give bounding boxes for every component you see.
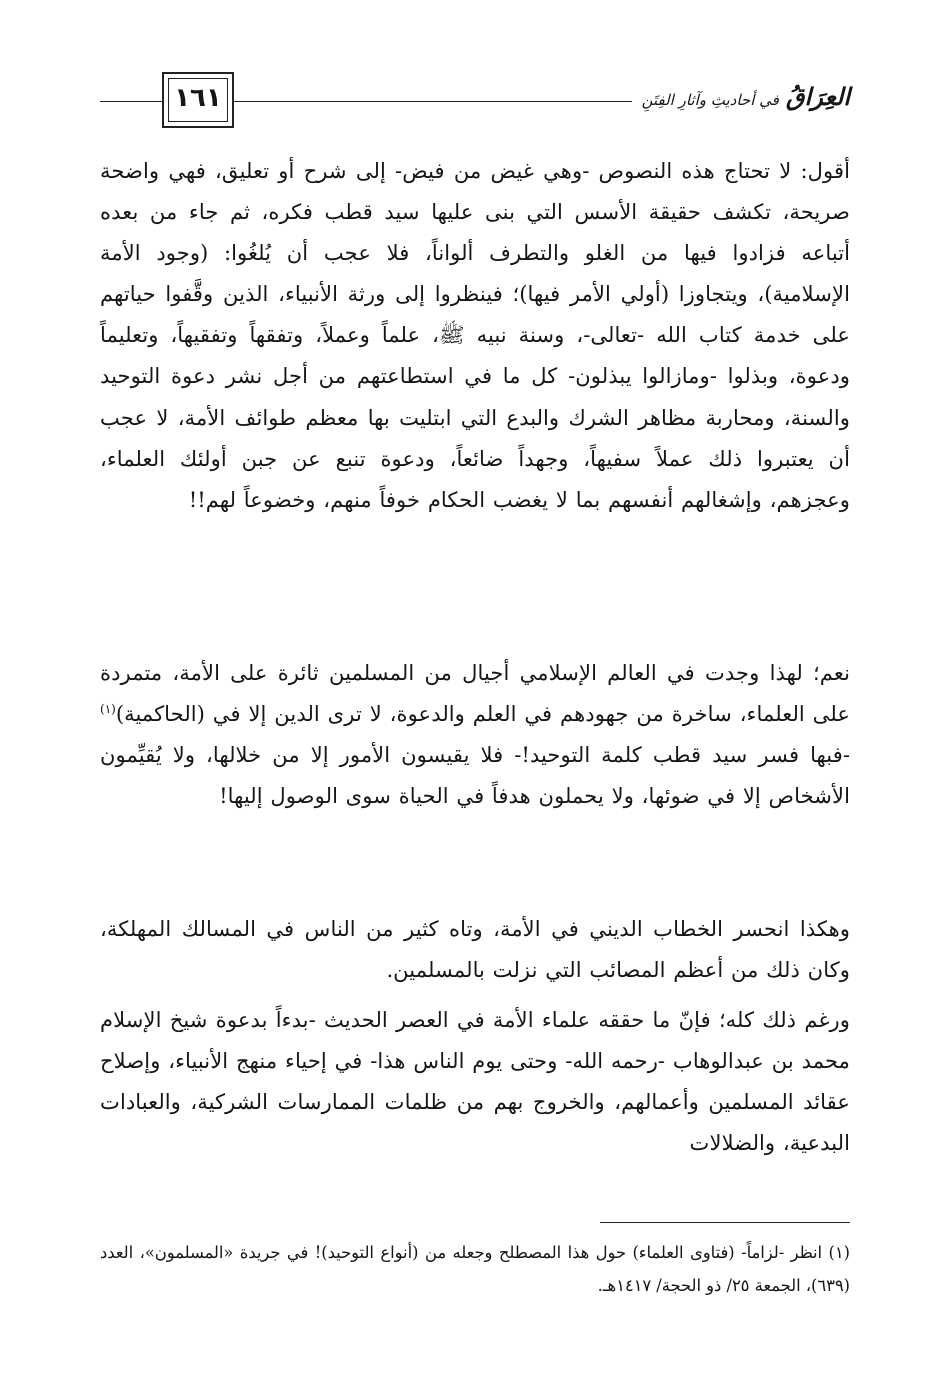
footnote-1: (١) انظر -لزاماً- (فتاوى العلماء) حول هذا المصطلح وجعله من (أنواع التوحيد)! في جريدة «المسلمون»، العدد (٦٣٩)، الجمعة ٢٥/ ذو الحجة/ ١٤١٧هـ. (100, 1243, 850, 1295)
paragraph-1: أقول: لا تحتاج هذه النصوص -وهي غيض من فيض- إلى شرح أو تعليق، فهي واضحة صريحة، تكشف حقيقة الأسس التي بنى عليها سيد قطب فكره، ثم جاء من بعده أتباعه فزادوا فيها من الغلو والتطرف ألواناً، فلا عجب أن يُلغُوا: (وجود الأمة الإسلامية)، ويتجاوزا (أولي الأمر فيها)؛ فينظروا إلى ورثة الأنبياء، الذين وقَّفوا حياتهم على خدمة كتاب الله -تعالى-، وسنة نبيه ﷺ، علماً وعملاً، وتفقهاً وتفقيهاً، وتعليماً ودعوة، وبذلوا -ومازالوا يبذلون- كل ما في استطاعتهم من أجل نشر دعوة التوحيد والسنة، ومحاربة مظاهر الشرك والبدع التي ابتليت بها معظم طوائف الأمة، لا عجب أن يعتبروا ذلك عملاً سفيهاً، وجهداً ضائعاً، ودعوة تنبع عن جبن أولئك العلماء، وعجزهم، وإشغالهم أنفسهم بما لا يغضب الحكام خوفاً منهم، وخضوعاً لهم!! (100, 158, 850, 512)
paragraph-2 (100, 652, 850, 899)
page-number: ١٦١ (174, 83, 222, 113)
paragraph-2-part-1: نعم؛ لهذا وجدت في العالم الإسلامي أجيال من المسلمين ثائرة على الأمة، متمردة على العلماء، ساخرة من جهودهم في العلم والدعوة، لا ترى الدين إلا في (الحاكمية) (100, 660, 850, 727)
paragraph-4: ورغم ذلك كله؛ فإنّ ما حققه علماء الأمة في العصر الحديث -بدءاً بدعوة شيخ الإسلام محمد بن عبدالوهاب -رحمه الله- وحتى يوم الناس هذا- في إحياء منهج الأنبياء، وإصلاح عقائد المسلمين وأعمالهم، والخروج بهم من ظلمات الممارسات الشركية، والعبادات البدعية، والضلالات (100, 1007, 850, 1156)
footnote-separator (600, 1222, 850, 1223)
paragraph-3: وهكذا انحسر الخطاب الديني في الأمة، وتاه كثير من الناس في المسالك المهلكة، وكان ذلك من أعظم المصائب التي نزلت بالمسلمين. (100, 916, 850, 983)
paragraph-2-part-2: -فبها فسر سيد قطب كلمة التوحيد!- فلا يقيسون الأمور إلا من خلالها، ولا يُقيِّمون الأشخاص إلا في ضوئها، ولا يحملون هدفاً في الحياة سوى الوصول إليها! (100, 742, 850, 809)
page-header (100, 72, 850, 130)
page-number-box (162, 72, 234, 128)
book-title-subtitle: في أحاديثِ وآثارِ الفِتَنِ (641, 91, 779, 109)
book-title-main: العِرَاقُ (785, 82, 850, 111)
footnote-reference[interactable]: (١) (100, 702, 116, 717)
book-title (632, 82, 850, 111)
main-text (100, 150, 850, 1164)
